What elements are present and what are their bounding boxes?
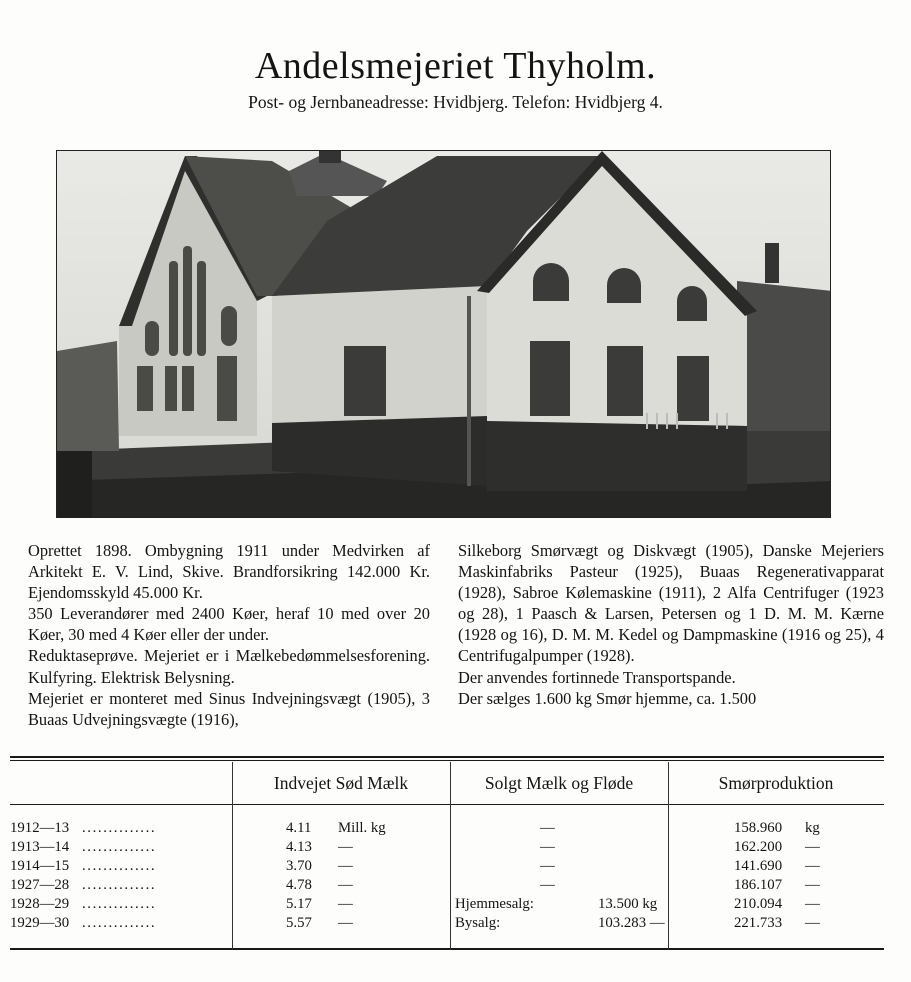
- header-indvejet: Indvejet Sød Mælk: [273, 773, 409, 793]
- indvejet-unit: Mill. kg: [338, 820, 386, 836]
- smor-unit: —: [805, 915, 820, 931]
- dot-leader: ..............: [82, 820, 157, 836]
- paragraph-testing: Reduktaseprøve. Mejeriet er i Mælkebedømmelsesforening. Kulfyring. Elektrisk Belysning.: [28, 646, 430, 687]
- paragraph-transport: Der anvendes fortinnede Transportspande.: [458, 667, 736, 687]
- solgt-value: 13.500 kg: [598, 896, 658, 912]
- solgt-value: 103.283 —: [598, 915, 665, 931]
- year-cell: 1912—13: [10, 820, 70, 836]
- solgt-cell: —: [540, 820, 555, 836]
- smor-cell: 186.107: [734, 877, 783, 893]
- paragraph-sales: Der sælges 1.600 kg Smør hjemme, ca. 1.500: [458, 688, 757, 708]
- table-header-rule: [10, 804, 884, 805]
- header-solgt: Solgt Mælk og Fløde: [484, 773, 634, 793]
- table-top-rule-thin: [10, 760, 884, 761]
- smor-cell: 221.733: [734, 915, 783, 931]
- solgt-label: Hjemmesalg:: [455, 896, 534, 912]
- dot-leader: ..............: [82, 877, 157, 893]
- table-row: [10, 895, 884, 914]
- table-bottom-rule: [10, 948, 884, 950]
- table-row: [10, 838, 884, 857]
- paragraph-equipment-cont: Silkeborg Smørvægt og Diskvægt (1905), Danske Mejeriers Maskinfabriks Pasteur (1925), Buaas Regenerativapparat (1928), Sabroe Kølemaskine (1911), 2 Alfa Centrifuger (1923 og 28), 1 Paasch & Larsen, Petersen og 1 D. M. M. Kærne (1928 og 16), D. M. M. Kedel og Dampmaskine (1916 og 25), 4 Centrifugalpumper (1928).: [458, 541, 884, 666]
- indvejet-unit: —: [338, 896, 353, 912]
- smor-cell: 141.690: [734, 858, 783, 874]
- table-row: [10, 914, 884, 933]
- dot-leader: ..............: [82, 858, 157, 874]
- description-right-column: [458, 540, 884, 709]
- dairy-building-photo: [56, 150, 831, 518]
- indvejet-cell: 5.17: [286, 896, 312, 912]
- address-line: Post- og Jernbaneadresse: Hvidbjerg. Telefon: Hvidbjerg 4.: [248, 92, 663, 112]
- year-cell: 1928—29: [10, 896, 70, 912]
- dot-leader: ..............: [82, 915, 157, 931]
- solgt-cell: —: [540, 877, 555, 893]
- header-smorproduktion: Smørproduktion: [718, 773, 834, 793]
- indvejet-cell: 4.13: [286, 839, 312, 855]
- indvejet-cell: 4.78: [286, 877, 312, 893]
- smor-unit: —: [805, 839, 820, 855]
- year-cell: 1927—28: [10, 877, 70, 893]
- dot-leader: ..............: [82, 839, 157, 855]
- indvejet-cell: 5.57: [286, 915, 312, 931]
- smor-cell: 158.960: [734, 820, 783, 836]
- table-row: [10, 857, 884, 876]
- indvejet-unit: —: [338, 858, 353, 874]
- page-title: Andelsmejeriet Thyholm.: [254, 45, 657, 87]
- year-cell: 1914—15: [10, 858, 70, 874]
- solgt-label: Bysalg:: [455, 915, 501, 931]
- paragraph-founding: Oprettet 1898. Ombygning 1911 under Medvirken af Arkitekt E. V. Lind, Skive. Brandforsikring 142.000 Kr. Ejendomsskyld 45.000 Kr.: [28, 541, 430, 603]
- year-cell: 1913—14: [10, 839, 70, 855]
- indvejet-unit: —: [338, 839, 353, 855]
- indvejet-cell: 3.70: [286, 858, 312, 874]
- smor-unit: —: [805, 858, 820, 874]
- table-row: [10, 819, 884, 838]
- smor-cell: 162.200: [734, 839, 783, 855]
- description-left-column: [28, 540, 430, 730]
- indvejet-cell: 4.11: [286, 820, 312, 836]
- paragraph-suppliers: 350 Leverandører med 2400 Køer, heraf 10 med over 20 Køer, 30 med 4 Køer eller der under.: [28, 604, 430, 645]
- smor-unit: —: [805, 896, 820, 912]
- table-top-rule: [10, 756, 884, 758]
- building-illustration: [57, 151, 831, 518]
- smor-cell: 210.094: [734, 896, 783, 912]
- smor-unit: —: [805, 877, 820, 893]
- smor-unit: kg: [805, 820, 820, 836]
- indvejet-unit: —: [338, 877, 353, 893]
- dot-leader: ..............: [82, 896, 157, 912]
- table-row: [10, 876, 884, 895]
- solgt-cell: —: [540, 858, 555, 874]
- paragraph-equipment-start: Mejeriet er monteret med Sinus Indvejningsvægt (1905), 3 Buaas Udvejningsvægte (1916),: [28, 688, 430, 729]
- solgt-cell: —: [540, 839, 555, 855]
- indvejet-unit: —: [338, 915, 353, 931]
- year-cell: 1929—30: [10, 915, 70, 931]
